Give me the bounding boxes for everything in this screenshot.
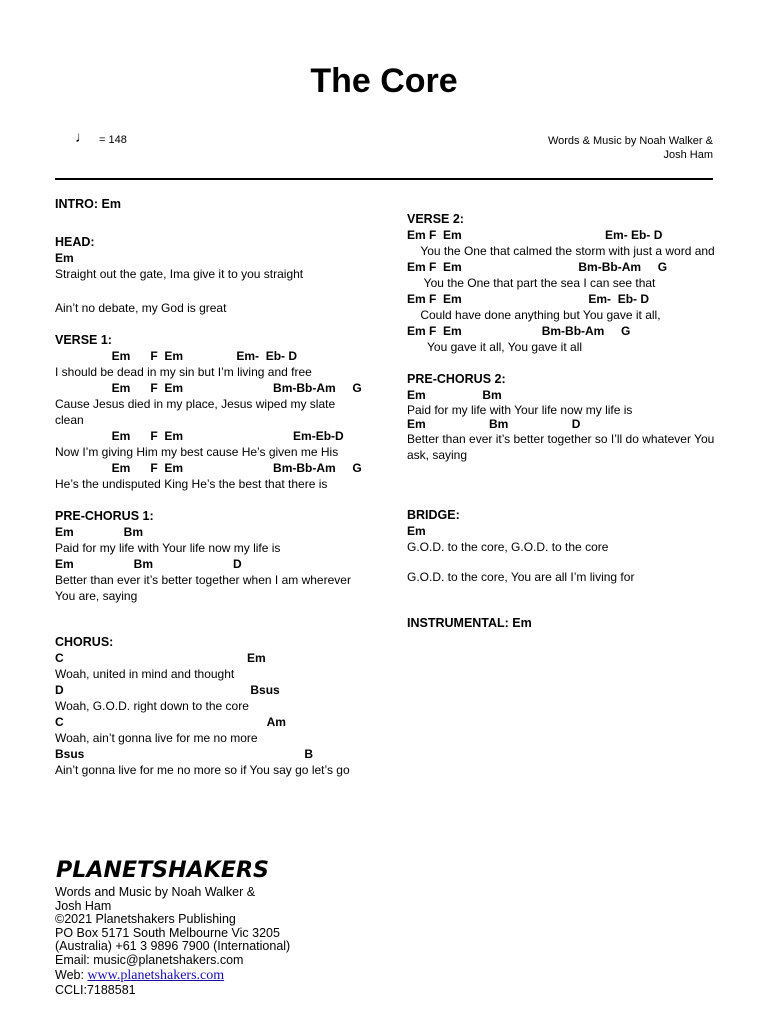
pre-chorus-1-heading: PRE-CHORUS 1: [55, 509, 154, 523]
chord-line: Em F Em Bm-Bb-Am G [55, 381, 362, 395]
lyric-line: Straight out the gate, Ima give it to you straight [55, 267, 304, 281]
lyric-line: Could have done anything but You gave it all, [407, 308, 661, 322]
website-link[interactable]: www.planetshakers.com [87, 968, 225, 983]
lyric-line: He’s the undisputed King He’s the best that there is [55, 477, 328, 491]
footer-web [55, 967, 375, 984]
chord-line: Em F Em Bm-Bb-Am G [407, 324, 631, 338]
chord-line: Em F Em Em-Eb-D [55, 429, 344, 443]
chord-line: C Em [55, 651, 266, 665]
verse-1-section [55, 332, 365, 492]
bridge-section [407, 507, 717, 585]
chord-line: Em F Em Bm-Bb-Am G [407, 260, 668, 274]
right-column [407, 211, 717, 631]
song-credits: Words & Music by Noah Walker & Josh Ham [547, 135, 713, 161]
planetshakers-logo [55, 854, 271, 882]
pre-chorus-2-heading: PRE-CHORUS 2: [407, 372, 506, 386]
chord-line: Em F Em Bm-Bb-Am G [55, 461, 362, 475]
lyric-line: Better than ever it’s better together when I am wherever You are, saying [55, 573, 351, 603]
left-column [55, 196, 365, 778]
chord-line: Em Bm D [55, 557, 242, 571]
chorus-section [55, 634, 365, 778]
lyric-line: Cause Jesus died in my place, Jesus wiped my slate clean [55, 397, 336, 427]
chord-line: C Am [55, 715, 286, 729]
chord-line: Em [55, 251, 74, 265]
lyric-line: Paid for my life with Your life now my life is [55, 541, 281, 555]
footer-credits-line-1: Words and Music by Noah Walker & [55, 885, 256, 899]
chord-line: Em Bm [55, 525, 144, 539]
head-heading: HEAD: [55, 235, 95, 249]
chord-line: Em Bm [407, 388, 502, 402]
publisher-footer [55, 854, 375, 998]
intro-heading: INTRO: Em [55, 197, 121, 211]
head-section [55, 234, 365, 316]
pre-chorus-1-section [55, 508, 365, 604]
lyric-line: Ain’t no debate, my God is great [55, 301, 227, 315]
bridge-heading: BRIDGE: [407, 508, 460, 522]
lyric-line: G.O.D. to the core, You are all I’m living for [407, 570, 635, 584]
tempo-marking [75, 129, 127, 148]
chord-line: Em F Em Em- Eb- D [55, 349, 298, 363]
instrumental-heading: INSTRUMENTAL: Em [407, 616, 532, 630]
chord-line: Em [407, 524, 426, 538]
footer-copyright: ©2021 Planetshakers Publishing [55, 912, 236, 926]
chord-line: Em F Em Em- Eb- D [407, 228, 663, 242]
footer-ccli: CCLI:7188581 [55, 983, 136, 997]
lyric-line: Paid for my life with Your life now my life is [407, 403, 633, 417]
chorus-heading: CHORUS: [55, 635, 114, 649]
chord-line: Em Bm D [407, 417, 581, 431]
verse-2-heading: VERSE 2: [407, 212, 464, 226]
lyric-line: Woah, G.O.D. right down to the core [55, 699, 249, 713]
lyric-line: You the One that calmed the storm with just a word and [407, 244, 715, 258]
verse-2-section [407, 211, 717, 355]
logo-text: PLANETSHAKERS [56, 857, 269, 882]
verse-1-heading: VERSE 1: [55, 333, 112, 347]
lyric-line: You the One that part the sea I can see that [407, 276, 656, 290]
footer-email: Email: music@planetshakers.com [55, 952, 244, 967]
header-divider [55, 178, 713, 180]
lyric-line: You gave it all, You gave it all [407, 340, 583, 354]
lyric-line: Woah, united in mind and thought [55, 667, 235, 681]
pre-chorus-2-section [407, 371, 717, 463]
chord-line: D Bsus [55, 683, 280, 697]
footer-phone: (Australia) +61 3 9896 7900 (International) [55, 939, 291, 953]
lyric-line: Woah, ain’t gonna live for me no more [55, 731, 258, 745]
chord-line: Em F Em Em- Eb- D [407, 292, 650, 306]
lyric-line: Ain’t gonna live for me no more so if You say go let’s go [55, 763, 350, 777]
tempo-value: = 148 [99, 134, 127, 146]
footer-credits-line-2: Josh Ham [55, 898, 112, 913]
lyric-line: G.O.D. to the core, G.O.D. to the core [407, 540, 609, 554]
quarter-note-icon: ♩ [75, 129, 90, 146]
lyric-line: I should be dead in my sin but I’m living and free [55, 365, 312, 379]
web-label: Web: [55, 968, 88, 982]
lyric-line: Now I’m giving Him my best cause He’s given me His [55, 445, 339, 459]
chord-line: Bsus B [55, 747, 314, 761]
song-title: The Core [310, 62, 458, 100]
lyric-line: Better than ever it’s better together so I’ll do whatever You ask, saying [407, 432, 715, 462]
footer-address: PO Box 5171 South Melbourne Vic 3205 [55, 925, 280, 940]
